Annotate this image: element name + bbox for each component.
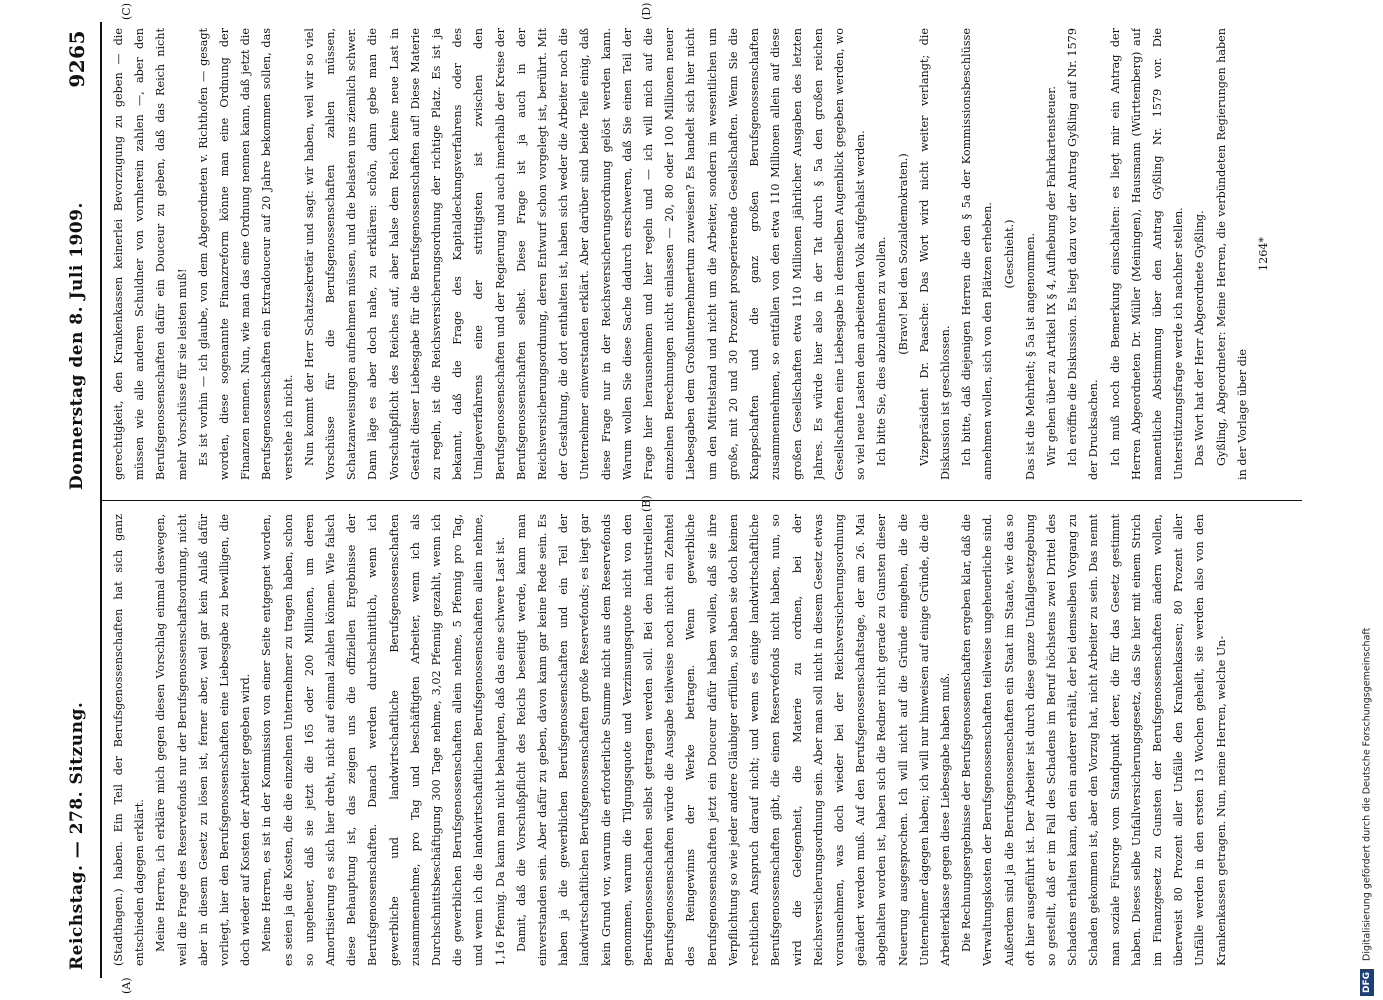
paragraph: Meine Herren, es ist in der Kommission von einer Seite entgegnet worden, es seien ja die Kosten, die die einzelnen Unternehmer zu tragen haben, schon so ungeheuer, daß sie jetzt die 165 oder 200 Millionen, um deren Amortisierung es sich hier dreht, nicht auf einmal zahlen können. Wie falsch diese Behauptung ist, das zeigen uns die offiziellen Ergebnisse der Berufsgenossenschaften. Danach werden durchschnittlich, wenn ich gewerbliche und landwirtschaftliche Berufsgenossenschaften zusammennehme, pro Tag und beschäftigten Arbeiter, wenn ich als Durchschnittsbeschäftigung 300 Tage nehme, 3,02 Pfennig gezahlt, wenn ich die gewerblichen Berufsgenossenschaften allein nehme, 5 Pfennig pro Tag, und wenn ich die landwirtschaftlichen Berufsgenossenschaften allein nehme, 1,16 Pfennig. Da kann man nicht behaupten, daß das eine schwere Last ist. (260, 514, 507, 966)
page-number: 9265 (65, 30, 89, 88)
margin-mark-a: (A) (120, 977, 133, 994)
speaker-paragraph: Vizepräsident Dr. Paasche: Das Wort wird nicht weiter verlangt; die Diskussion ist geschlossen. (917, 28, 952, 480)
dfg-logo: DFG (1360, 969, 1374, 996)
header-right (54, 30, 100, 490)
paragraph: gerechtigkeit, den Krankenkassen keinerlei Bevorzugung zu geben — die müssen wie alle anderen Schuldner von vornherein zahlen —, aber den Berufsgenossenschaften dafür ein Douceur zu geben, daß das Reich nicht mehr Vorschüsse für sie leisten muß! (112, 28, 189, 480)
margin-mark-d: (D) (640, 2, 653, 20)
paragraph: Ich eröffne die Diskussion. Es liegt dazu vor der Antrag Gyßling auf Nr. 1579 der Drucksachen. (1066, 28, 1101, 480)
interjection: (Bravo! bei den Sozialdemokraten.) (896, 153, 910, 355)
paragraph: Nun kommt der Herr Schatzsekretär und sagt: wir haben, weil wir so viel Vorschüsse für die Berufsgenossenschaften zahlen müssen, Schatzanweisungen aufnehmen müssen, und die belasten uns ziemlich schwer. Dann läge es aber doch nahe, zu erklären: schön, dann gebe man die Vorschußpflicht des Reiches auf, aber halse dem Reich keine neue Last in Gestalt dieser Liebesgabe für die Berufsgenossenschaften auf! Diese Materie zu regeln, ist die Reichsversicherungsordnung der richtige Platz. Es ist ja bekannt, daß die Frage des Kapitaldeckungsverfahrens oder des Umlageverfahrens eine der strittigsten ist zwischen den Berufsgenossenschaften und der Regierung und auch innerhalb der Kreise der Berufsgenossenschaften selbst. Diese Frage ist ja auch in der Reichsversicherungsordnung, deren Entwurf schon vorgelegt ist, berührt. Mit der Gestaltung, die dort enthalten ist, haben sich weder die Arbeiter noch die Unternehmer einverstanden erklärt. Aber darüber sind beide Teile einig, daß diese Frage nur in der Reichsversicherungsordnung gelöst werden kann. Warum wollen Sie diese Sache dadurch erschweren, daß Sie einen Teil der Frage hier herausnehmen und hier regeln und — ich will mich auf die einzelnen Berechnungen nicht einlassen — 20, 80 oder 100 Millionen neuer Liebesgaben dem Großunternehmertum zuweisen? Es handelt sich hier nicht um den Mittelstand und nicht um die Arbeiter, sondern im wesentlichen um große, mit 20 und 30 Prozent prosperierende Gesellschaften. Wenn Sie die Knappschaften und die ganz großen Berufsgenossenschaften zusammennehmen, so entfallen von den etwa 110 Millionen allein auf diese großen Gesellschaften etwa 110 Millionen jährlicher Ausgaben des letzten Jahres. Es würde hier also in der Tat durch § 5a den großen reichen Gesellschaften eine Liebesgabe in demselben Augenblick gegeben werden, wo so viel neue Lasten dem arbeitenden Volk aufgehalst werden. (302, 28, 868, 480)
column-divider (102, 500, 1302, 501)
left-column (108, 514, 1298, 966)
paragraph: Die Rechnungsergebnisse der Berufsgenossenschaften ergeben klar, daß die Verwaltungskosten der Berufsgenossenschaften teilweise ungeheuerliche sind. Außerdem sind ja die Berufsgenossenschaften ein Staat im Staate, wie das so oft hier ausgeführt ist. Der Arbeiter ist durch diese ganze Unfallgesetzgebung so gestellt, daß er im Fall des Schadens im Beruf höchstens zwei Drittel des Schadens erhalten kann, den ein anderer erhält, der bei demselben Vorgang zu Schaden gekommen ist, aber den Vorzug hat, nicht Arbeiter zu sein. Das nennt man soziale Fürsorge vom Standpunkt derer, die für das Gesetz gestimmt haben. Dieses selbe Unfallversicherungsgesetz, das Sie hier mit einem Strich im Finanzgesetz zu Gunsten der Berufsgenossenschaften ändern wollen, überweist 80 Prozent aller Unfälle den Krankenkassen; 80 Prozent aller Unfälle werden in den ersten 13 Wochen geheilt, sie werden also von den Krankenkassen getragen. Nun, meine Herren, welche Un- (960, 514, 1228, 966)
digitization-ribbon (1352, 4, 1382, 996)
header-date: Donnerstag den 8. Juli 1909. (67, 202, 87, 490)
paragraph: Das ist die Mehrheit; § 5a ist angenommen. (1023, 232, 1037, 480)
paragraph: Damit, daß die Vorschußpflicht des Reichs beseitigt werde, kann man einverstanden sein. Aber dafür zu geben, davon kann gar keine Rede sein. Es haben ja die gewerblichen Berufsgenossenschaften und ein Teil der landwirtschaftlichen Berufsgenossenschaften große Reservefonds; es liegt gar kein Grund vor, warum die erforderliche Summe nicht aus dem Reservefonds genommen, warum die Tilgungsquote und Verzinsungsquote nicht von den Berufsgenossenschaften selbst getragen werden soll. Bei den industriellen Berufsgenossenschaften würde die Ausgabe teilweise noch nicht ein Zehntel des Reingewinns der Werke betragen. Wenn gewerbliche Berufsgenossenschaften jetzt ein Douceur dafür haben wollen, daß sie ihre Verpflichtung so wie jeder andere Gläubiger erfüllen, so haben sie doch keinen rechtlichen Anspruch darauf nicht; und wenn es einige landwirtschaftliche Berufsgenossenschaften gibt, die einen Reservefonds nicht haben, nun, so wird die Gelegenheit, die Materie zu ordnen, bei der Reichsversicherungsordnung sein. Aber man soll nicht in diesem Gesetz etwas vorausnehmen, was doch wieder bei der Reichsversicherungsordnung geändert werden muß. Auf den Berufsgenossenschaftstage, der am 26. Mai abgehalten worden ist, haben sich die Redner nicht gerade zu Gunsten dieser Neuerung ausgesprochen. Ich will nicht auf die Gründe eingehen, die die Unternehmer dagegen haben; ich will nur hinweisen auf einige Gründe, die die Arbeiterklasse gegen diese Liebesgabe haben muß. (514, 514, 952, 966)
paragraph: (Stadthagen.) haben. Ein Teil der Berufsgenossenschaften hat sich ganz entschieden dagegen erklärt. (112, 514, 147, 966)
margin-mark-c: (C) (120, 3, 133, 20)
paragraph: Wir gehen über zu Artikel IX § 4, Aufhebung der Fahrkartensteuer. (1044, 86, 1058, 466)
paragraph: Ich bitte, daß diejenigen Herren die den § 5a der Kommissionsbeschlüsse annehmen wollen, sich von den Plätzen erheben. (960, 28, 995, 480)
margin-mark-b: (B) (640, 495, 653, 512)
signature-mark: 1264* (1256, 236, 1270, 272)
paragraph: Ich muß noch die Bemerkung einschalten: es liegt mir ein Antrag der Herren Abgeordneten Dr. Müller (Meiningen), Hausmann (Württemberg) auf namentliche Abstimmung über den Antrag Gyßling Nr. 1579 vor. Die Unterstützungsfrage werde ich nachher stellen. (1108, 28, 1186, 480)
speaker-paragraph: Gyßling, Abgeordneter: Meine Herren, die verbündeten Regierungen haben in der Vorlage über die (1214, 28, 1249, 480)
interjection: (Geschieht.) (1002, 219, 1016, 289)
paragraph: Das Wort hat der Herr Abgeordnete Gyßling. (1193, 210, 1207, 466)
paragraph: Es ist vorhin — ich glaube, von dem Abgeordneten v. Richthofen — gesagt worden, diese sogenannte Finanzreform könne man eine Ordnung der Finanzen nennen. Nun, wie man das eine Ordnung nennen kann, daß jetzt die Berufsgenossenschaften ein Extradouceur auf 20 Jahre bekommen sollen, das verstehe ich nicht. (196, 28, 295, 480)
paragraph: Ich bitte Sie, dies abzulehnen zu wollen. (875, 236, 889, 466)
header-left (54, 500, 100, 970)
digitization-credit: Digitalisierung gefördert durch die Deutsche Forschungsgemeinschaft (1361, 627, 1373, 961)
paragraph: Meine Herren, ich erkläre mich gegen diesen Vorschlag einmal deswegen, weil die Frage des Reservefonds nur der Berufsgenossenschaftsordnung, nicht aber in diesem Gesetz zu lösen ist, ferner aber, weil gar kein Anlaß dafür vorliegt, hier den Berufsgenossenschaften eine Liebesgabe zu bewilligen, die doch wieder auf Kosten der Arbeiter gegeben wird. (154, 514, 253, 966)
right-column (108, 28, 1298, 480)
header-session: Reichstag. — 278. Sitzung. (67, 701, 87, 970)
